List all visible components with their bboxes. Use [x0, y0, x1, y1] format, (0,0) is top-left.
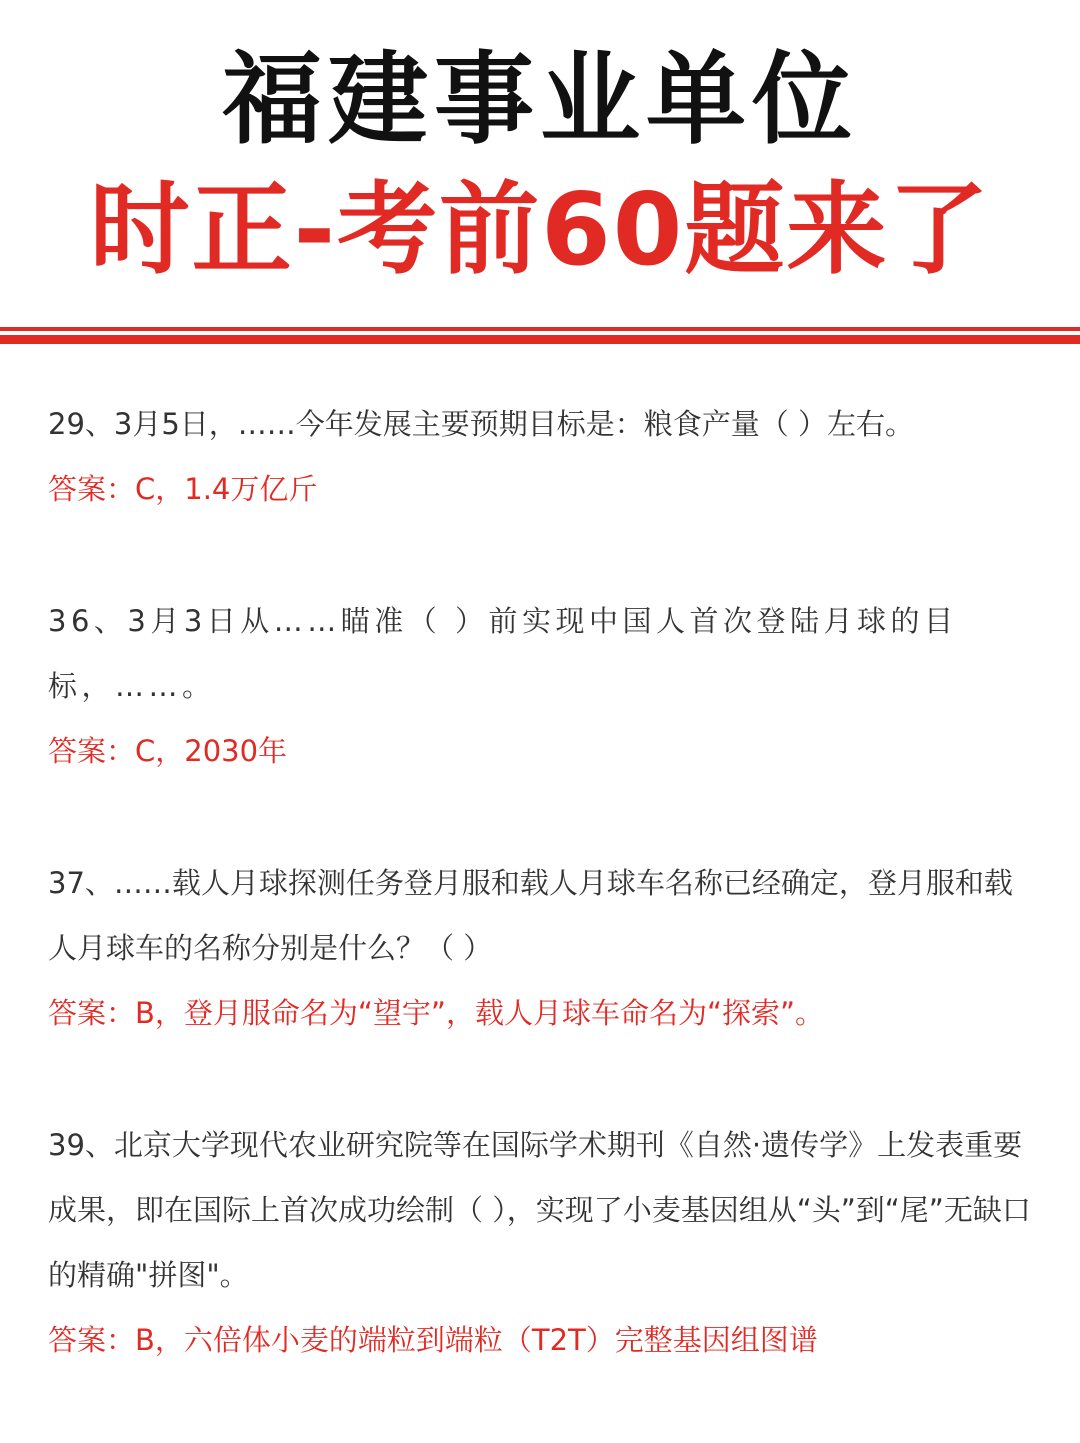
question-text: 39、北京大学现代农业研究院等在国际学术期刊《自然·遗传学》上发表重要成果，即在国际上首次成功绘制（ ），实现了小麦基因组从“头”到“尾”无缺口的精确"拼图"。	[48, 1128, 1031, 1292]
header	[0, 0, 1080, 325]
divider-thick	[0, 335, 1080, 344]
question-item-36	[48, 589, 1038, 784]
question-item-29	[48, 392, 1038, 522]
page-title: 福建事业单位	[222, 41, 858, 158]
answer-text: 答案：C，1.4万亿斤	[48, 472, 318, 506]
question-text: 29、3月5日，……今年发展主要预期目标是：粮食产量（ ）左右。	[48, 407, 915, 441]
question-text: 36、3月3日从……瞄准（ ）前实现中国人首次登陆月球的目标，……。	[48, 604, 958, 703]
question-item-39	[48, 1113, 1038, 1373]
answer-text: 答案：C，2030年	[48, 734, 288, 768]
question-text: 37、……载人月球探测任务登月服和载人月球车名称已经确定，登月服和载人月球车的名称分别是什么？（ ）	[48, 866, 1013, 965]
divider-thin	[0, 327, 1080, 331]
question-item-37	[48, 851, 1038, 1046]
page-subtitle: 时正-考前60题来了	[89, 171, 991, 288]
answer-text: 答案：B，六倍体小麦的端粒到端粒（T2T）完整基因组图谱	[48, 1323, 818, 1357]
answer-text: 答案：B，登月服命名为“望宇”，载人月球车命名为“探索”。	[48, 996, 824, 1030]
